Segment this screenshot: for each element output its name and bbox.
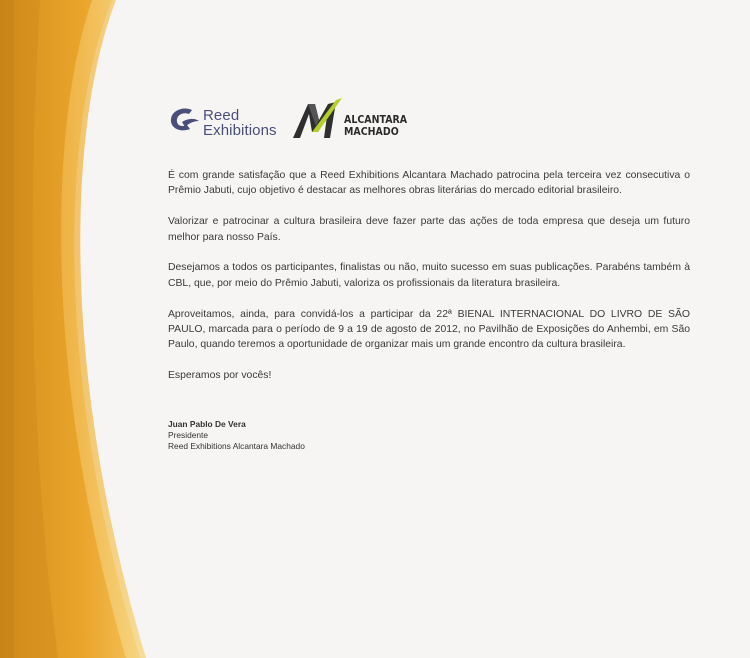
signer-company: Reed Exhibitions Alcantara Machado [168,441,305,451]
signature-block [168,419,305,452]
alcantara-machado-logo-text [344,114,414,138]
paragraph: Valorizar e patrocinar a cultura brasileira deve fazer parte das ações de toda empresa que deseja um futuro melhor para nosso País. [168,216,690,243]
am-logo-line-1: ALCANTARA [344,114,408,126]
alcantara-machado-logo-icon [292,98,344,140]
closing-line: Esperamos por vocês! [168,370,272,382]
signer-role: Presidente [168,430,209,440]
paragraph: Desejamos a todos os participantes, finalistas ou não, muito sucesso em suas publicações. Parabéns também à CBL, que, por meio do Prêmio Jabuti, valoriza os profissionais da literatura brasileira. [168,262,690,289]
reed-logo-line-1: Reed [203,107,240,124]
paragraph: É com grande satisfação que a Reed Exhibitions Alcantara Machado patrocina pela terceira vez consecutiva o Prêmio Jabuti, cujo objetivo é destacar as melhores obras literárias do mercado editorial brasileiro. [168,170,690,197]
reed-logo-line-2: Exhibitions [203,122,277,139]
am-logo-line-2: MACHADO [344,126,399,138]
reed-exhibitions-logo-icon [168,106,202,134]
reed-exhibitions-logo-text [203,108,277,138]
sponsor-logos [168,98,428,146]
letter-body [168,168,690,399]
paragraph: Aproveitamos, ainda, para convidá-los a participar da 22ª BIENAL INTERNACIONAL DO LIVRO DE SÃO PAULO, marcada para o período de 9 a 19 de agosto de 2012, no Pavilhão de Exposições do Anhembi, em São Paulo, quando teremos a oportunidade de organizar mais um grande encontro da cultura brasileira. [168,308,690,351]
signer-name: Juan Pablo De Vera [168,419,246,429]
